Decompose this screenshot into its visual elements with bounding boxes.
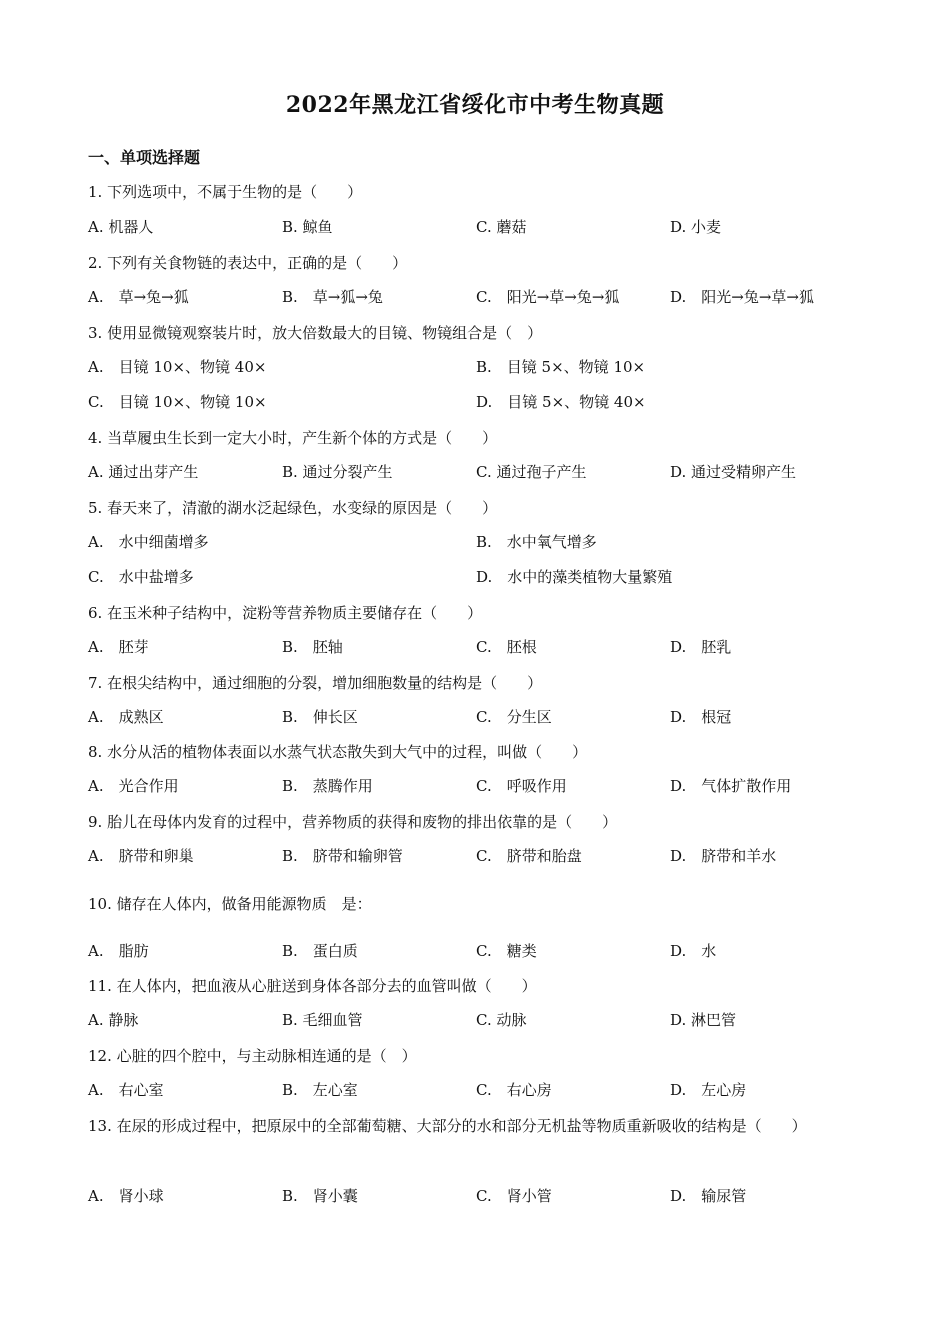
question-9-stem: 9. 胎儿在母体内发育的过程中，营养物质的获得和废物的排出依靠的是（ ） — [88, 813, 618, 831]
question-7-stem: 7. 在根尖结构中，通过细胞的分裂，增加细胞数量的结构是（ ） — [88, 674, 543, 692]
question-7-option-b: B. 伸长区 — [282, 708, 358, 726]
question-13-option-c: C. 肾小管 — [476, 1187, 552, 1205]
question-6-stem: 6. 在玉米种子结构中，淀粉等营养物质主要储存在（ ） — [88, 604, 483, 622]
question-12-option-b: B. 左心室 — [282, 1081, 358, 1099]
question-13-option-a: A. 肾小球 — [88, 1187, 164, 1205]
question-8-option-d: D. 气体扩散作用 — [670, 777, 792, 795]
question-9-option-b: B. 脐带和输卵管 — [282, 847, 403, 865]
section-heading: 一、单项选择题 — [88, 148, 201, 167]
question-13-stem: 13. 在尿的形成过程中，把原尿中的全部葡萄糖、大部分的水和部分无机盐等物质重新吸收的结构是（ ） — [88, 1117, 807, 1135]
question-4-options — [88, 461, 868, 485]
question-11-option-c: C. 动脉 — [476, 1011, 527, 1029]
question-10-option-c: C. 糖类 — [476, 942, 537, 960]
question-2-option-a: A. 草→兔→狐 — [88, 288, 189, 306]
question-6-option-a: A. 胚芽 — [88, 638, 149, 656]
question-9-options — [88, 845, 868, 869]
question-12-option-a: A. 右心室 — [88, 1081, 164, 1099]
question-3-option-d: D. 目镜 5×、物镜 40× — [476, 393, 646, 411]
question-5-options-row1 — [88, 531, 868, 555]
question-5-option-a: A. 水中细菌增多 — [88, 533, 209, 551]
question-4-option-a: A. 通过出芽产生 — [88, 463, 199, 481]
question-1-options — [88, 216, 868, 240]
question-11-option-b: B. 毛细血管 — [282, 1011, 363, 1029]
question-4-stem: 4. 当草履虫生长到一定大小时，产生新个体的方式是（ ） — [88, 429, 498, 447]
question-7-option-a: A. 成熟区 — [88, 708, 164, 726]
question-8-option-b: B. 蒸腾作用 — [282, 777, 373, 795]
question-12-stem: 12. 心脏的四个腔中，与主动脉相连通的是（ ） — [88, 1047, 417, 1065]
question-9-option-c: C. 脐带和胎盘 — [476, 847, 582, 865]
question-10-options — [88, 940, 868, 964]
question-11-option-d: D. 淋巴管 — [670, 1011, 737, 1029]
question-12-options — [88, 1079, 868, 1103]
question-6-options — [88, 636, 868, 660]
question-4-option-b: B. 通过分裂产生 — [282, 463, 393, 481]
question-1-option-b: B. 鲸鱼 — [282, 218, 333, 236]
question-3-options-row2 — [88, 391, 868, 415]
question-5-option-b: B. 水中氧气增多 — [476, 533, 597, 551]
question-13-option-d: D. 输尿管 — [670, 1187, 747, 1205]
question-13-options — [88, 1185, 868, 1209]
question-2-option-d: D. 阳光→兔→草→狐 — [670, 288, 814, 306]
question-2-option-b: B. 草→狐→兔 — [282, 288, 383, 306]
question-1-option-a: A. 机器人 — [88, 218, 154, 236]
question-5-option-d: D. 水中的藻类植物大量繁殖 — [476, 568, 673, 586]
question-4-option-d: D. 通过受精卵产生 — [670, 463, 797, 481]
question-11-options — [88, 1009, 868, 1033]
question-9-option-a: A. 脐带和卵巢 — [88, 847, 194, 865]
question-1-option-c: C. 蘑菇 — [476, 218, 527, 236]
question-3-options-row1 — [88, 356, 868, 380]
question-11-stem: 11. 在人体内，把血液从心脏送到身体各部分去的血管叫做（ ） — [88, 977, 537, 995]
question-5-options-row2 — [88, 566, 868, 590]
question-3-option-c: C. 目镜 10×、物镜 10× — [88, 393, 267, 411]
question-1-option-d: D. 小麦 — [670, 218, 722, 236]
question-7-option-d: D. 根冠 — [670, 708, 732, 726]
question-3-option-a: A. 目镜 10×、物镜 40× — [88, 358, 267, 376]
question-3-stem: 3. 使用显微镜观察装片时，放大倍数最大的目镜、物镜组合是（ ） — [88, 324, 543, 342]
question-8-option-c: C. 呼吸作用 — [476, 777, 567, 795]
question-4-option-c: C. 通过孢子产生 — [476, 463, 587, 481]
question-5-option-c: C. 水中盐增多 — [88, 568, 194, 586]
question-7-option-c: C. 分生区 — [476, 708, 552, 726]
question-8-options — [88, 775, 868, 799]
question-13-option-b: B. 肾小囊 — [282, 1187, 358, 1205]
page-title: 2022年黑龙江省绥化市中考生物真题 — [285, 92, 665, 118]
question-6-option-c: C. 胚根 — [476, 638, 537, 656]
question-8-stem: 8. 水分从活的植物体表面以水蒸气状态散失到大气中的过程，叫做（ ） — [88, 743, 588, 761]
question-3-option-b: B. 目镜 5×、物镜 10× — [476, 358, 646, 376]
question-12-option-c: C. 右心房 — [476, 1081, 552, 1099]
question-10-stem: 10. 储存在人体内，做备用能源物质 是： — [88, 895, 372, 913]
question-12-option-d: D. 左心房 — [670, 1081, 747, 1099]
question-5-stem: 5. 春天来了，清澈的湖水泛起绿色，水变绿的原因是（ ） — [88, 499, 498, 517]
question-2-options — [88, 286, 868, 310]
question-10-option-a: A. 脂肪 — [88, 942, 149, 960]
question-10-option-d: D. 水 — [670, 942, 717, 960]
question-8-option-a: A. 光合作用 — [88, 777, 179, 795]
question-9-option-d: D. 脐带和羊水 — [670, 847, 777, 865]
question-6-option-b: B. 胚轴 — [282, 638, 343, 656]
question-2-option-c: C. 阳光→草→兔→狐 — [476, 288, 620, 306]
question-2-stem: 2. 下列有关食物链的表达中，正确的是（ ） — [88, 254, 408, 272]
question-1-stem: 1. 下列选项中，不属于生物的是（ ） — [88, 183, 363, 201]
question-7-options — [88, 706, 868, 730]
question-11-option-a: A. 静脉 — [88, 1011, 139, 1029]
question-6-option-d: D. 胚乳 — [670, 638, 732, 656]
question-10-option-b: B. 蛋白质 — [282, 942, 358, 960]
